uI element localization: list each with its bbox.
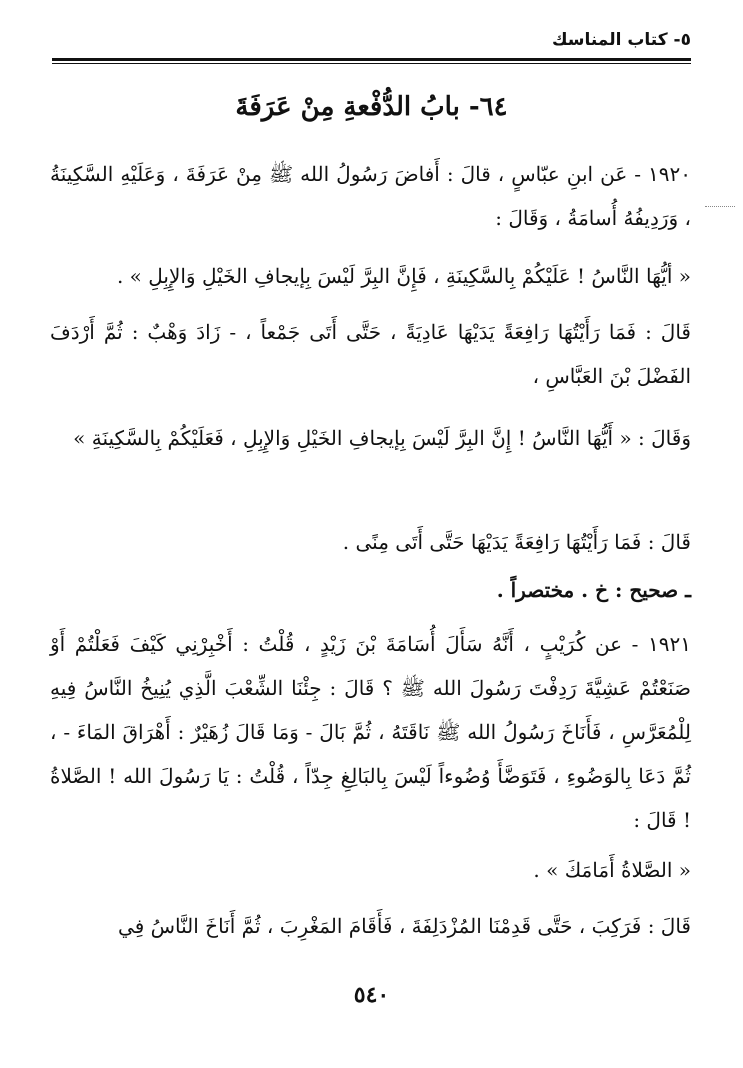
page-number: ٥٤٠ <box>353 982 390 1008</box>
hadith-1921-quote: « الصَّلاةُ أَمَامَكَ » . <box>533 858 691 882</box>
hadith-1921-continuation: قَالَ : فَرَكِبَ ، حَتَّى قَدِمْنَا المُزْدَلِفَةَ ، فَأَقَامَ المَغْرِبَ ، ثُمَّ أَنَاخَ النَّاسُ فِي <box>118 914 691 938</box>
margin-mark <box>705 206 735 207</box>
hadith-1920-second-quote: وَقَالَ : « أَيُّهَا النَّاسُ ! إِنَّ البِرَّ لَيْسَ بِإيجافِ الخَيْلِ وَالإِبِلِ ، فَعَلَيْكُمْ بِالسَّكِينَةِ » <box>73 426 691 450</box>
hadith-1921-text: ١٩٢١ - عن كُرَيْبٍ ، أَنَّهُ سَأَلَ أُسَامَةَ بْنَ زَيْدٍ ، قُلْتُ : أَخْبِرْنِي كَيْفَ فَعَلْتُمْ أَوْ صَنَعْتُمْ عَشِيَّةَ رَدِفْتَ رَسُولَ الله ﷺ ؟ قَالَ : جِئْنَا الشِّعْبَ الَّذِي يُنِيخُ النَّاسُ فِيهِ لِلْمُعَرَّسِ ، فَأَنَاخَ رَسُولُ الله ﷺ نَاقَتَهُ ، ثُمَّ بَالَ - وَمَا قَالَ زُهَيْرٌ : أَهْرَاقَ المَاءَ - ، ثُمَّ دَعَا بِالوَضُوءِ ، فَتَوَضَّأَ وُضُوءاً لَيْسَ بِالبَالِغِ جِدّاً ، قُلْتُ : يَا رَسُولَ الله ! الصَّلاةُ ! قَالَ : <box>50 632 691 832</box>
hadith-1920-quote: « أيُّهَا النَّاسُ ! عَلَيْكُمْ بِالسَّكِينَةِ ، فَإِنَّ البِرَّ لَيْسَ بِإيجافِ الخَيْلِ وَالإِبِلِ » . <box>116 264 691 288</box>
running-header: ٥- كتاب المناسك <box>551 30 691 50</box>
chapter-title: ٦٤- بابُ الدُّفْعةِ مِنْ عَرَفَةَ <box>235 92 508 122</box>
hadith-1920-text: ١٩٢٠ - عَن ابنِ عبّاسٍ ، قالَ : أَفاضَ رَسُولُ الله ﷺ مِنْ عَرَفَةَ ، وَعَلَيْهِ السَّكِينَةُ ، وَرَدِيفُهُ أُسامَةُ ، وَقَالَ : <box>50 162 691 230</box>
hadith-1920-ending: قَالَ : فَمَا رَأَيْتُهَا رَافِعَةً يَدَيْهَا حَتَّى أَتَى مِنًى . <box>342 530 691 554</box>
hadith-1920-grading: ـ صحيح : خ . مختصراً . <box>496 578 691 602</box>
hadith-1920-continuation: قَالَ : فَمَا رَأَيْتُهَا رَافِعَةً يَدَيْهَا عَادِيَةً ، حَتَّى أَتَى جَمْعاً ، - زَادَ وَهْبٌ : ثُمَّ أَرْدَفَ الفَضْلَ بْنَ العَبَّاسِ ، <box>50 320 691 388</box>
header-rule-thick <box>52 58 691 61</box>
header-rule-thin <box>52 63 691 64</box>
